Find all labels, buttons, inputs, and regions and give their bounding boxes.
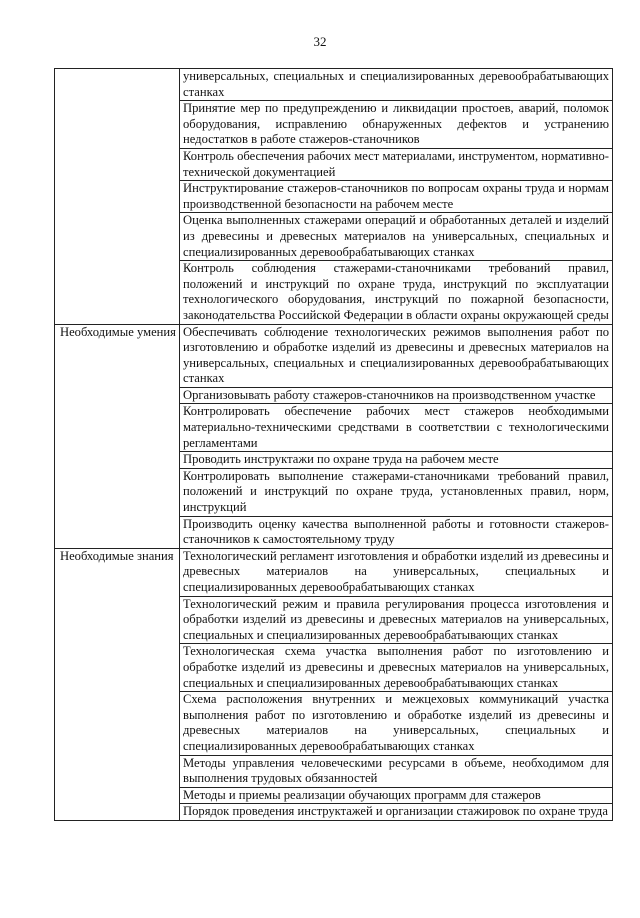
requirement-item: Схема расположения внутренних и межцеховых коммуникаций участка выполнения работ по изготовлению и обработке изделий из древесины и древесных материалов на универсальных, специальных и специализированных деревообрабатывающих станках (180, 692, 613, 755)
requirement-item: Проводить инструктажи по охране труда на рабочем месте (180, 452, 613, 469)
requirement-item: Методы и приемы реализации обучающих программ для стажеров (180, 787, 613, 804)
requirement-item: Технологическая схема участка выполнения работ по изготовлению и обработке изделий из древесины и древесных материалов на универсальных, специальных и специализированных деревообрабатывающих станках (180, 644, 613, 692)
requirement-item: Обеспечивать соблюдение технологических режимов выполнения работ по изготовлению и обработке изделий из древесины и древесных материалов на универсальных, специальных и специализированных деревообрабатывающих станках (180, 324, 613, 387)
section-label-cell (55, 69, 180, 325)
table-row (55, 69, 613, 101)
section-label-cell (55, 548, 180, 820)
requirement-item: Принятие мер по предупреждению и ликвидации простоев, аварий, поломок оборудования, исправлению обнаруженных дефектов и устранению недостатков в работе стажеров-станочников (180, 101, 613, 149)
requirement-item: Технологический режим и правила регулирования процесса изготовления и обработки изделий из древесины и древесных материалов на универсальных, специальных и специализированных деревообрабатывающих станках (180, 596, 613, 644)
section-label: Необходимые умения (60, 324, 176, 339)
requirement-item: Организовывать работу стажеров-станочников на производственном участке (180, 387, 613, 404)
page-number: 32 (313, 34, 327, 49)
requirements-table (54, 68, 613, 821)
section-label: Необходимые знания (60, 548, 174, 563)
requirement-item: Контролировать выполнение стажерами-станочниками требований правил, положений и инструкций по охране труда, установленных правил, норм, инструкций (180, 468, 613, 516)
requirement-item: Методы управления человеческими ресурсами в объеме, необходимом для выполнения трудовых обязанностей (180, 755, 613, 787)
table-row (55, 324, 613, 387)
requirement-item: Технологический регламент изготовления и обработки изделий из древесины и древесных материалов на универсальных, специальных и специализированных деревообрабатывающих станках (180, 548, 613, 596)
table-row (55, 548, 613, 596)
requirement-item: Инструктирование стажеров-станочников по вопросам охраны труда и нормам производственной безопасности на рабочем месте (180, 181, 613, 213)
requirement-item: Контроль обеспечения рабочих мест материалами, инструментом, нормативно-технической документацией (180, 148, 613, 180)
requirement-item: Производить оценку качества выполненной работы и готовности стажеров-станочников к самостоятельному труду (180, 516, 613, 548)
requirement-item: Контроль соблюдения стажерами-станочниками требований правил, положений и инструкций по охране труда, инструкций по эксплуатации технологического оборудования, инструкций по пожарной безопасности, законодательства Российской Федерации в области охраны окружающей среды (180, 261, 613, 324)
requirement-item: Порядок проведения инструктажей и организации стажировок по охране труда (180, 804, 613, 821)
section-label-cell (55, 324, 180, 548)
requirement-item: Контролировать обеспечение рабочих мест стажеров необходимыми материально-техническими средствами в соответствии с технологическими регламентами (180, 404, 613, 452)
requirement-item: Оценка выполненных стажерами операций и обработанных деталей и изделий из древесины и древесных материалов на универсальных, специальных и специализированных деревообрабатывающих станках (180, 213, 613, 261)
requirement-item: универсальных, специальных и специализированных деревообрабатывающих станках (180, 69, 613, 101)
